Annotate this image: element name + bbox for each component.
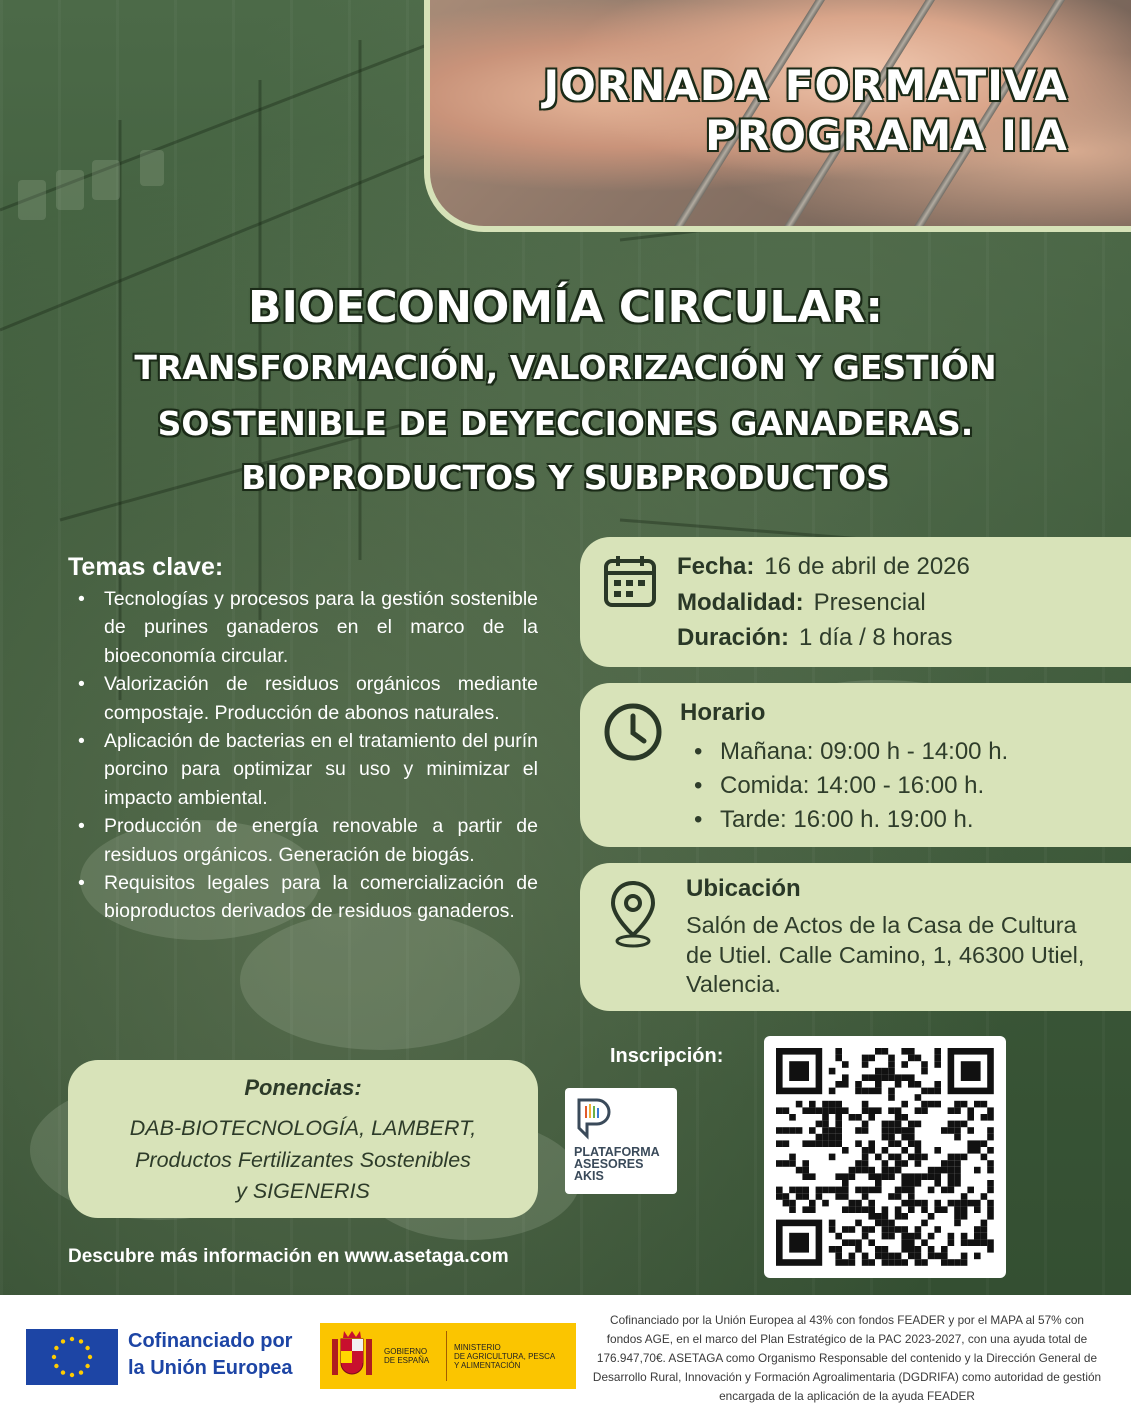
qr-pattern [764,1036,1006,1278]
duration-value: 1 día / 8 horas [799,624,953,651]
speakers-list [88,1113,518,1208]
eu-flag-icon [26,1329,118,1385]
akis-platform-logo [565,1088,677,1194]
date-value: 16 de abril de 2026 [764,553,970,580]
speakers-line: DAB-BIOTECNOLOGÍA, LAMBERT, [129,1116,477,1140]
event-details-card [580,537,1131,667]
registration-qr-code[interactable] [764,1036,1006,1278]
topic-item: • Valorización de residuos orgánicos mediante compostaje. Producción de abonos naturales. [78,670,538,727]
subtitle-line3: BIOPRODUCTOS Y SUBPRODUCTOS [241,458,890,497]
ministry-text: MINISTERIO DE AGRICULTURA, PESCA Y ALIMENTACIÓN [454,1343,556,1370]
topics-list [78,585,538,926]
schedule-heading: Horario [680,699,766,726]
speakers-heading: Ponencias: [244,1075,362,1100]
mode-line [677,589,926,617]
subtitle-line1: TRANSFORMACIÓN, VALORIZACIÓN Y GESTIÓN [134,348,997,387]
calendar-icon [602,553,658,609]
location-card [580,863,1131,1011]
more-info-link[interactable]: Descubre más información en www.asetaga.com [68,1246,509,1267]
divider [446,1331,447,1381]
topics-heading: Temas clave: [68,553,224,581]
event-type-title [543,61,1068,161]
spain-coat-of-arms-icon [328,1329,376,1383]
registration-label: Inscripción: [610,1045,724,1067]
spain-government-text: GOBIERNO DE ESPAÑA [384,1347,430,1365]
schedule-list [692,735,1008,837]
duration-label: Duración: [677,624,790,651]
topic-item: • Aplicación de bacterias en el tratamiento del purín porcino para optimizar su uso y minimizar el impacto ambiental. [78,727,538,812]
location-pin-icon [608,879,658,951]
header-photo [424,0,1131,232]
schedule-item: • Comida: 14:00 - 16:00 h. [692,769,1008,803]
topic-item: • Tecnologías y procesos para la gestión sostenible de purines ganaderos en el marco de la bioeconomía circular. [78,585,538,670]
main-title: BIOECONOMÍA CIRCULAR: [248,282,883,333]
schedule-card [580,683,1131,847]
funding-legal-text: Cofinanciado por la Unión Europea al 43% con fondos FEADER y por el MAPA al 57% con fondos AGE, en el marco del Plan Estratégico de la PAC 2023-2027, con una ayuda total de 176.947,70€. ASETAGA como Organismo Responsable del contenido y la Dirección General de Desarrollo Rural, Innovación y Formación Agroalimentaria (DGDRIFA) como autoridad de gestión encargada de la aplicación de la ayuda FEADER [592,1313,1102,1403]
location-heading: Ubicación [686,875,801,902]
event-type-line2: PROGRAMA IIA [705,111,1068,160]
eu-cofinancing-text: Cofinanciado por la Unión Europea [128,1330,293,1379]
akis-logo-icon [575,1096,611,1140]
speakers-card [68,1060,538,1218]
date-label: Fecha: [677,553,755,580]
footer-funding [0,1295,1131,1413]
akis-logo-text: PLATAFORMA ASESORES AKIS [574,1145,660,1183]
date-line [677,553,970,581]
schedule-item: • Tarde: 16:00 h. 19:00 h. [692,803,1008,837]
mode-label: Modalidad: [677,589,804,616]
duration-line [677,624,952,652]
event-type-line1: JORNADA FORMATIVA [543,61,1068,110]
topic-item: • Producción de energía renovable a partir de residuos orgánicos. Generación de biogás. [78,812,538,869]
spain-government-logo [320,1323,576,1389]
topic-item: • Requisitos legales para la comercialización de bioproductos derivados de residuos ganaderos. [78,869,538,926]
speakers-line: Productos Fertilizantes Sostenibles [135,1147,471,1172]
clock-icon [602,701,664,763]
schedule-item: • Mañana: 09:00 h - 14:00 h. [692,735,1008,769]
speakers-line: y SIGENERIS [236,1179,370,1203]
subtitle-line2: SOSTENIBLE DE DEYECCIONES GANADERAS. [157,404,974,443]
mode-value: Presencial [813,589,926,616]
location-address: Salón de Actos de la Casa de Cultura de Utiel. Calle Camino, 1, 46300 Utiel, Valencia. [686,912,1085,997]
